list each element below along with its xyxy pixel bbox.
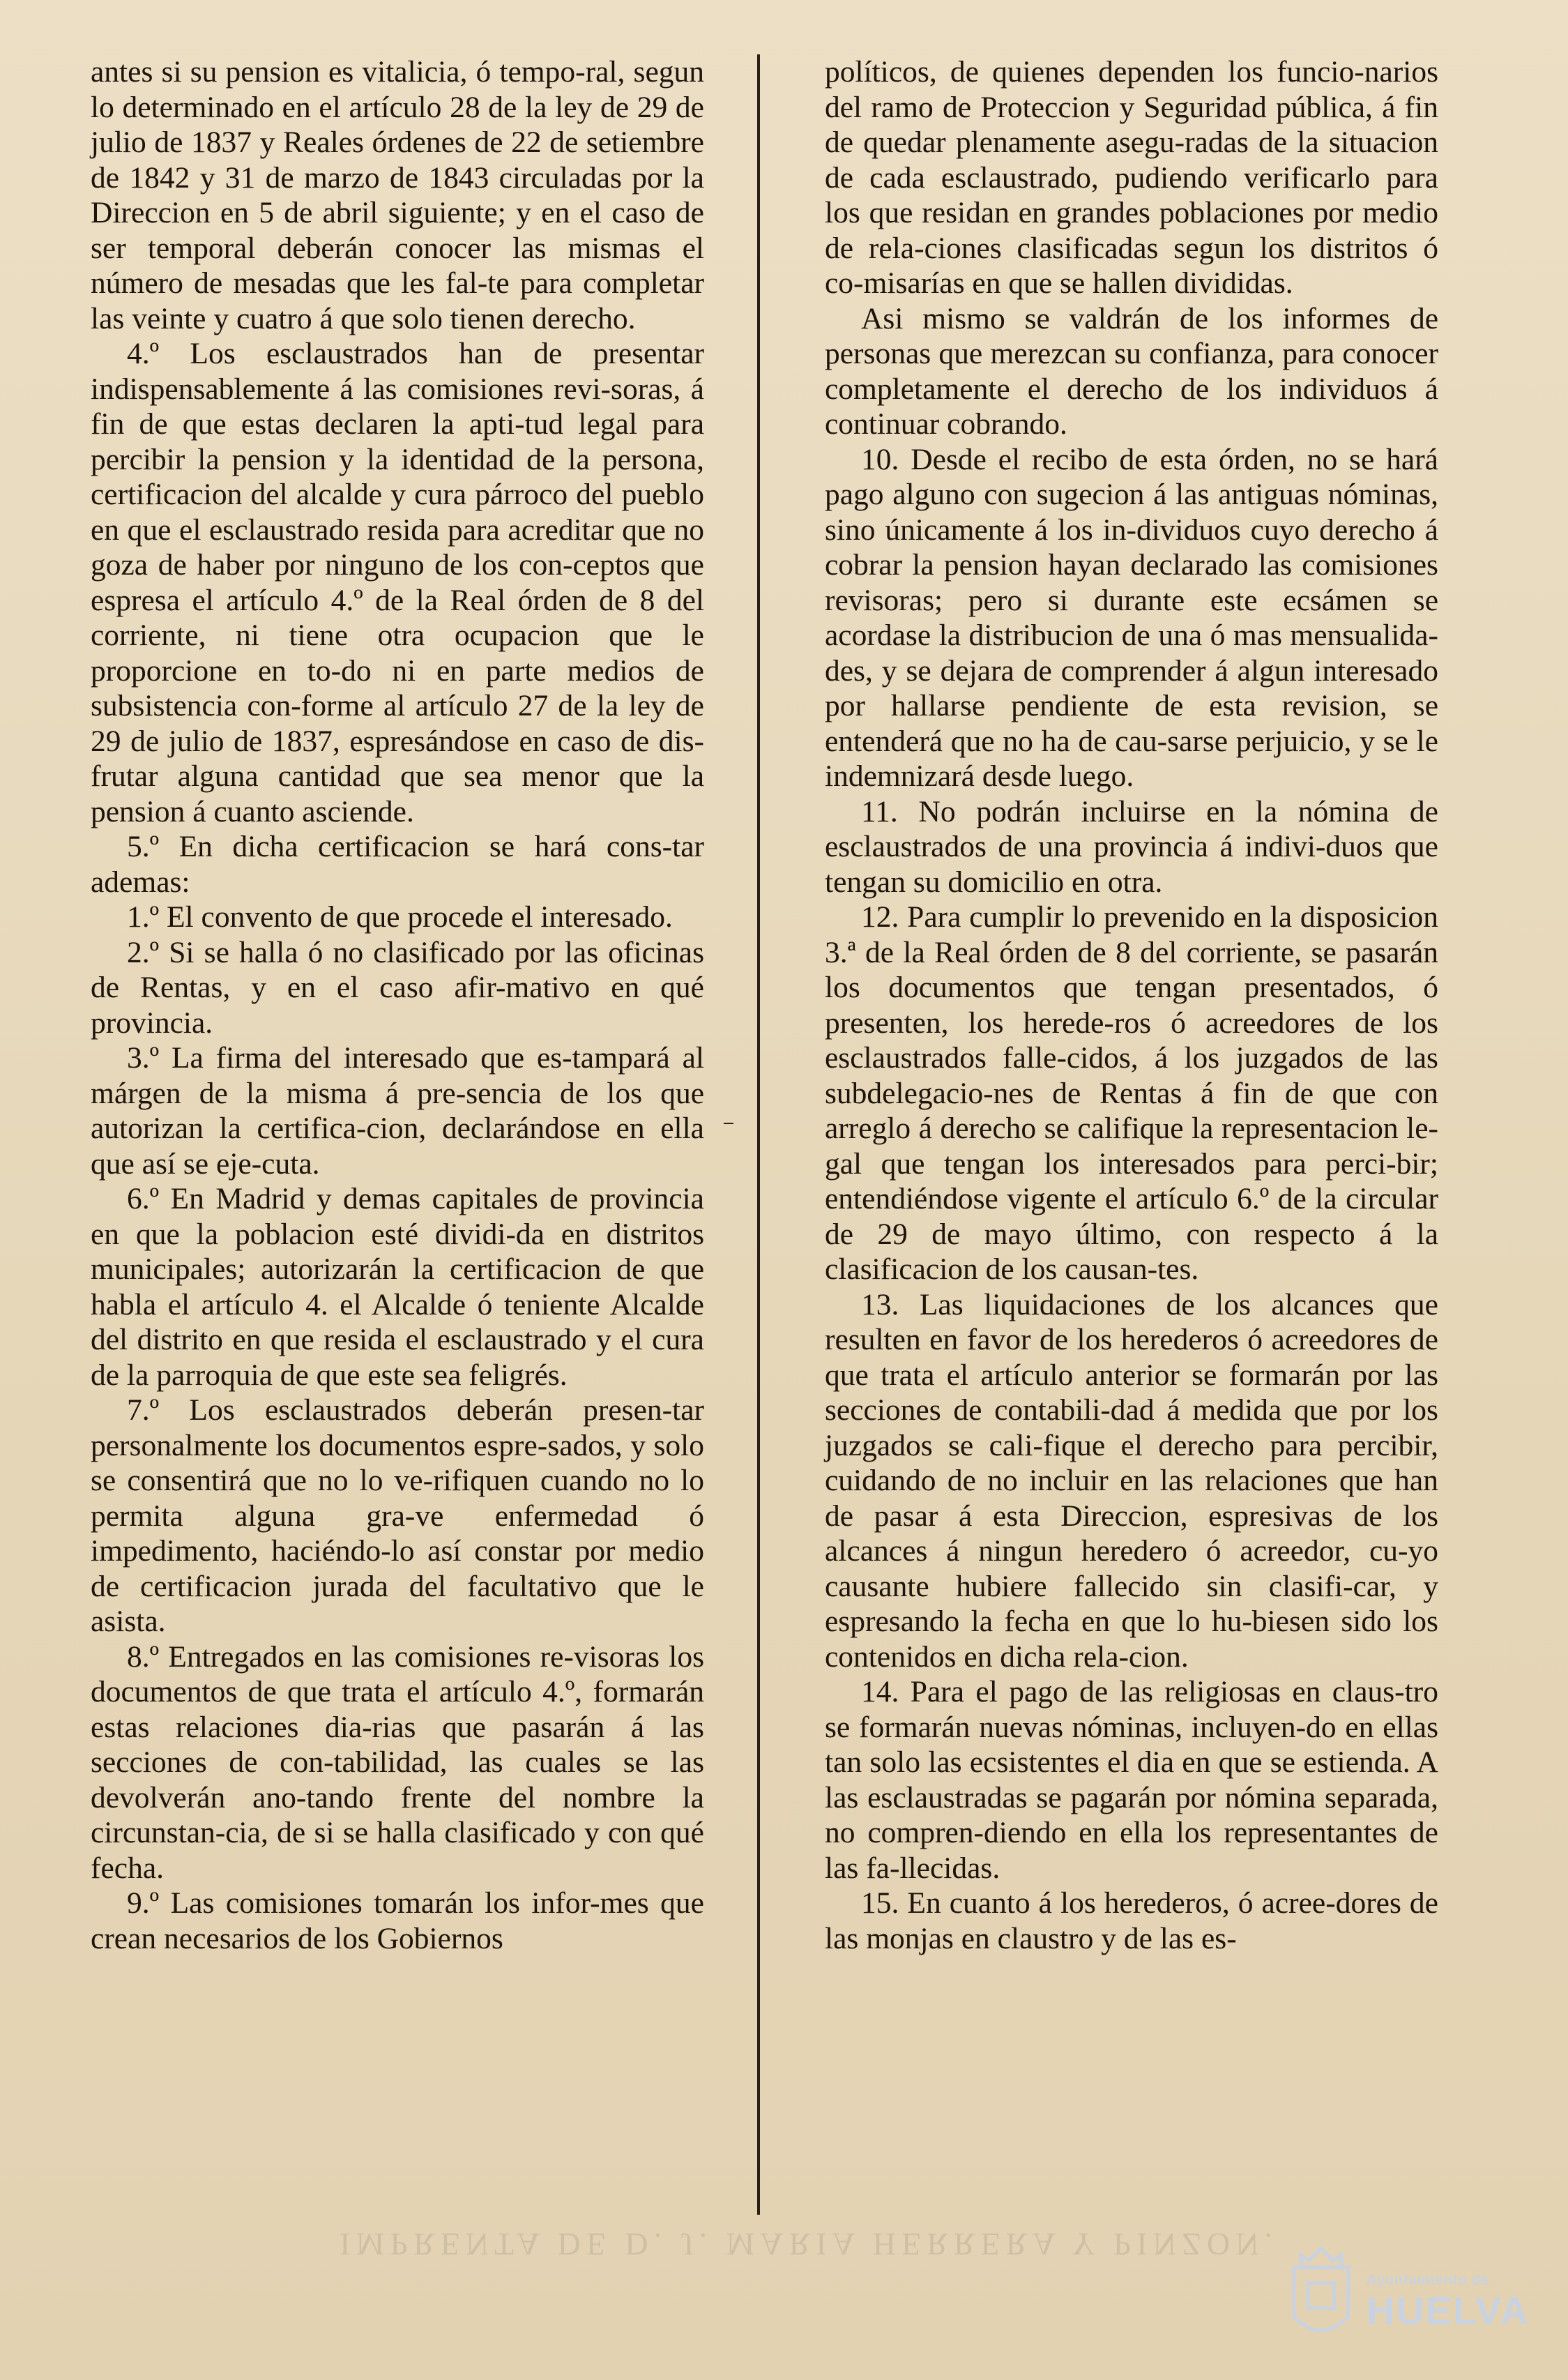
watermark-line1: Ayuntamiento de	[1367, 2273, 1490, 2288]
paragraph: 5.º En dicha certificacion se hará cons-tar ademas:	[91, 830, 704, 899]
paragraph: antes si su pension es vitalicia, ó tempo-ral, segun lo determinado en el artículo 28 de la ley de 29 de julio de 1837 y Reales órdenes de 22 de setiembre de 1842 y 31 de marzo de 1843 circuladas por la Direccion en 5 de abril siguiente; y en el caso de ser temporal deberán conocer las mismas el número de mesadas que les fal-te para completar las veinte y cuatro á que solo tienen derecho.	[91, 55, 704, 335]
paragraph: 10. Desde el recibo de esta órden, no se hará pago alguno con sugecion á las antiguas nóminas, sino únicamente á los in-dividuos cuyo derecho á cobrar la pension hayan declarado las comisiones revisoras; pero si durante este ecsámen se acordase la distribucion de una ó mas mensualida-des, y se dejara de comprender á algun interesado por hallarse pendiente de esta revision, se entenderá que no ha de cau-sarse perjuicio, y se le indemnizará desde luego.	[825, 442, 1438, 793]
coat-of-arms-icon	[1280, 2240, 1362, 2351]
paragraph: 12. Para cumplir lo prevenido en la disposicion 3.ª de la Real órden de 8 del corriente, se pasarán los documentos que tengan presentados, ó presenten, los herede-ros ó acreedores de los esclaustrados falle-cidos, á los juzgados de las subdelegacio-nes de Rentas á fin de que con arreglo á derecho se califique la representacion le-gal que tengan los interesados para perci-bir; entendiéndose vigente el artículo 6.º de la circular de 29 de mayo último, con respecto á la clasificacion de los causan-tes.	[825, 900, 1438, 1286]
paragraph: 7.º Los esclaustrados deberán presen-tar personalmente los documentos espre-sados, y solo se consentirá que no lo ve-rifiquen cuando no lo permita alguna gra-ve enfermedad ó impedimento, haciéndo-lo así constar por medio de certificacion jurada del facultativo que le asista.	[91, 1393, 704, 1638]
paragraph: 15. En cuanto á los herederos, ó acree-dores de las monjas en claustro y de las es-	[825, 1886, 1438, 1955]
paragraph: 6.º En Madrid y demas capitales de provincia en que la poblacion esté dividi-da en distritos municipales; autorizarán la certificacion de que habla el artículo 4. el Alcalde ó teniente Alcalde del distrito en que resida el esclaustrado y el cura de la parroquia de que este sea feligrés.	[91, 1182, 704, 1392]
left-column	[91, 54, 704, 1956]
paragraph: 1.º El convento de que procede el interesado.	[127, 900, 673, 934]
paragraph: Asi mismo se valdrán de los informes de personas que merezcan su confianza, para conocer completamente el derecho de los individuos á continuar cobrando.	[825, 301, 1438, 441]
watermark	[1367, 2273, 1530, 2333]
column-divider	[757, 54, 760, 2215]
paragraph: 13. Las liquidaciones de los alcances que resulten en favor de los herederos ó acreedores de que trata el artículo anterior se formarán por las secciones de contabili-dad á medida que por los juzgados se cali-fique el derecho para percibir, cuidando de no incluir en las relaciones que han de pasar á esta Direccion, espresivas de los alcances á ningun heredero ó acreedor, cu-yo causante hubiere fallecido sin clasifi-car, y espresando la fecha en que lo hu-biesen sido los contenidos en dicha rela-cion.	[825, 1287, 1438, 1674]
paragraph: 3.º La firma del interesado que es-tampará al márgen de la misma á pre-sencia de los que autorizan la certifica-cion, declarándose en ella que así se eje-cuta.	[91, 1041, 704, 1181]
paragraph: 2.º Si se halla ó no clasificado por las oficinas de Rentas, y en el caso afir-mativo en qué provincia.	[91, 935, 704, 1040]
watermark-line2: HUELVA	[1367, 2289, 1530, 2333]
paragraph: 11. No podrán incluirse en la nómina de esclaustrados de una provincia á indivi-duos que tengan su domicilio en otra.	[825, 794, 1438, 899]
paragraph: 9.º Las comisiones tomarán los infor-mes que crean necesarios de los Gobiernos	[91, 1886, 704, 1955]
show-through-imprint: IMPRENTA DE D. J. MARIA HERRERA Y PINZON.	[340, 2227, 1278, 2262]
right-column	[825, 54, 1438, 1956]
paragraph: políticos, de quienes dependen los funcio-narios del ramo de Proteccion y Seguridad pública, á fin de quedar plenamente asegu-radas de la situacion de cada esclaustrado, pudiendo verificarlo para los que residan en grandes poblaciones por medio de rela-ciones clasificadas segun los distritos ó co-misarías en que se hallen divididas.	[825, 55, 1438, 300]
paragraph: 14. Para el pago de las religiosas en claus-tro se formarán nuevas nóminas, incluyen-do en ellas tan solo las ecsistentes el dia en que se estienda. A las esclaustradas se pagarán por nómina separada, no compren-diendo en ella los representantes de las fa-llecidas.	[825, 1675, 1438, 1885]
paragraph: 4.º Los esclaustrados han de presentar indispensablemente á las comisiones revi-soras, á fin de que estas declaren la apti-tud legal para percibir la pension y la identidad de la persona, certificacion del alcalde y cura párroco del pueblo en que el esclaustrado resida para acreditar que no goza de haber por ninguno de los con-ceptos que espresa el artículo 4.º de la Real órden de 8 del corriente, ni tiene otra ocupacion que le proporcione en to-do ni en parte medios de subsistencia con-forme al artículo 27 de la ley de 29 de julio de 1837, espresándose en caso de dis-frutar alguna cantidad que sea menor que la pension á cuanto asciende.	[91, 337, 704, 828]
margin-mark	[724, 1123, 733, 1124]
paragraph: 8.º Entregados en las comisiones re-visoras los documentos de que trata el artículo 4.º, formarán estas relaciones dia-rias que pasarán á las secciones de con-tabilidad, las cuales se las devolverán ano-tando frente del nombre la circunstan-cia, de si se halla clasificado y con qué fecha.	[91, 1639, 704, 1885]
